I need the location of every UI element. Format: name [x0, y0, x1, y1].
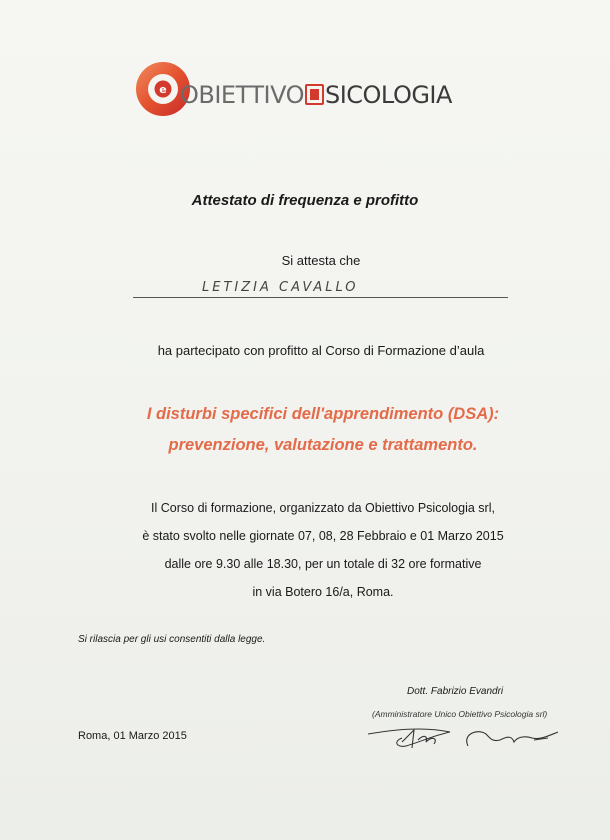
- name-underline: [133, 297, 508, 298]
- course-details: [0, 494, 610, 606]
- details-line: in via Botero 16/a, Roma.: [252, 585, 394, 599]
- place-and-date: Roma, 01 Marzo 2015: [78, 730, 187, 742]
- details-line: dalle ore 9.30 alle 18.30, per un totale di 32 ore formative: [164, 557, 482, 571]
- details-line: Il Corso di formazione, organizzato da Obiettivo Psicologia srl,: [151, 501, 495, 515]
- participation-text: ha partecipato con profitto al Corso di Formazione d’aula: [157, 343, 485, 358]
- logo-text-obiettivo: OBIETTIVO: [180, 81, 304, 109]
- recipient-name: LETIZIA CAVALLO: [202, 280, 359, 295]
- logo-p-box-icon: [305, 84, 324, 105]
- logo-mark-letter: e: [159, 83, 167, 96]
- course-title: [0, 399, 610, 461]
- logo-wordmark: [180, 81, 452, 109]
- attesta-text: Si attesta che: [281, 253, 361, 268]
- course-title-line-2: prevenzione, valutazione e trattamento.: [168, 436, 478, 454]
- obiettivo-psicologia-logo: [134, 58, 494, 120]
- certificate-title: Attestato di frequenza e profitto: [191, 192, 419, 209]
- course-title-line-1: I disturbi specifici dell'apprendimento (DSA):: [146, 405, 500, 423]
- details-line: è stato svolto nelle giornate 07, 08, 28 Febbraio e 01 Marzo 2015: [142, 529, 504, 543]
- legal-note: Si rilascia per gli usi consentiti dalla legge.: [78, 634, 266, 645]
- logo-text-psicologia: SICOLOGIA: [324, 81, 452, 109]
- handwritten-signature: [362, 712, 582, 762]
- signer-role: (Amministratore Unico Obiettivo Psicologia srl): [372, 709, 548, 719]
- signer-name: Dott. Fabrizio Evandri: [407, 686, 504, 697]
